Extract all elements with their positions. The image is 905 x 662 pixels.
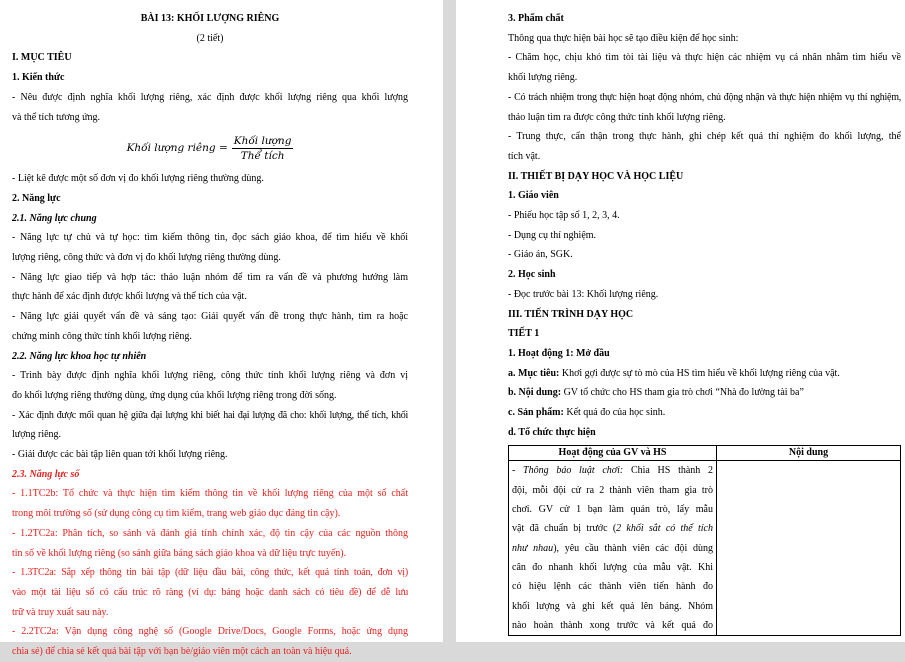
heading-to-chuc: d. Tổ chức thực hiện xyxy=(508,426,596,438)
nang-luc-so-line: - 1.1TC2b: Tổ chức và thực hiện tìm kiếm thông tin về khối lượng riêng của một số chất xyxy=(12,488,408,500)
activity-text: Chia HS thành 2 xyxy=(630,465,714,477)
nang-luc-so-line: trữ và truy xuất sau này. xyxy=(12,606,109,618)
activity-line: đội, mỗi đội cử ra 2 thành viên tham gia trò xyxy=(512,484,713,496)
giao-vien-item: - Giáo án, SGK. xyxy=(508,249,573,261)
formula-fraction xyxy=(232,135,294,162)
muc-tieu-line xyxy=(508,364,901,384)
noi-dung-text: GV tổ chức cho HS tham gia trò chơi “Nhà đo lường tài ba” xyxy=(563,387,804,399)
heading-nang-luc-so: 2.3. Năng lực số xyxy=(12,468,80,480)
khtn-line: - Xác định được mối quan hệ giữa đại lượng khi biết hai đại lượng đã cho: khối lượng, thể tích, khối xyxy=(12,409,408,421)
heading-giao-vien: 1. Giáo viên xyxy=(508,190,559,202)
activity-line: khối lượng và ghi kết quả lên bảng. Nhóm xyxy=(512,600,713,612)
nang-luc-so-line: - 2.2TC2a: Vận dụng công nghệ số (Google Drive/Docs, Google Forms, hoặc ứng dụng xyxy=(12,626,408,638)
noi-dung-label: b. Nội dung: xyxy=(508,387,562,399)
lesson-subtitle: (2 tiết) xyxy=(196,32,224,44)
khtn-line: lượng riêng. xyxy=(12,429,62,441)
khtn-line: - Giải được các bài tập liên quan tới khối lượng riêng. xyxy=(12,449,228,461)
muc-tieu-text: Khơi gợi được sự tò mò của HS tìm hiểu về khối lượng riêng của vật. xyxy=(561,367,840,379)
pham-chat-line: thảo luận tìm ra được công thức tính khối lượng riêng. xyxy=(508,111,726,123)
table-header-content: Nội dung xyxy=(717,446,901,461)
khtn-line: - Trình bày được định nghĩa khối lượng riêng, công thức tính khối lượng riêng và đơn vị xyxy=(12,370,408,382)
activity-text: ), yêu cầu thành viên các đội dùng xyxy=(553,542,713,554)
pham-chat-line: - Có trách nhiệm trong thực hiện hoạt động nhóm, chủ động nhận và thực hiện nhiệm vụ thí nghiệm, xyxy=(508,91,901,103)
san-pham-line xyxy=(508,403,901,423)
heading-nang-luc-khtn: 2.2. Năng lực khoa học tự nhiên xyxy=(12,350,147,362)
heading-pham-chat: 3. Phẩm chất xyxy=(508,13,564,24)
table-cell-content xyxy=(717,461,901,636)
table-row xyxy=(509,461,901,636)
activity-text: vật đã chuẩn bị trước ( xyxy=(512,523,617,535)
activity-line: nào hoàn thành xong trước và kết quả đo xyxy=(512,619,713,631)
nang-luc-line: thực hành để xác định được khối lượng và thể tích của vật. xyxy=(12,291,247,303)
heading-nang-luc: 2. Năng lực xyxy=(12,192,61,204)
giao-vien-item: - Dụng cụ thí nghiệm. xyxy=(508,229,597,241)
pham-chat-line: khối lượng riêng. xyxy=(508,72,578,84)
nang-luc-line: chứng minh công thức tính khối lượng riêng. xyxy=(12,330,192,342)
table-header-row xyxy=(509,446,901,461)
page-right-content xyxy=(508,9,901,636)
activity-lead: - Thông báo luật chơi: xyxy=(512,465,624,477)
noi-dung-line xyxy=(508,383,901,403)
nang-luc-so-line: vào một tài liệu số có cấu trúc rõ ràng (ví dụ: bảng hoặc danh sách có tiêu đề) để dễ lưu xyxy=(12,586,408,598)
kien-thuc-line: và thể tích tương ứng. xyxy=(12,111,101,123)
activity-line: có hiệu lệnh các thành viên tiến hành đo xyxy=(512,581,713,593)
pham-chat-line: - Chăm học, chịu khó tìm tòi tài liệu và thực hiện các nhiệm vụ cá nhân nhằm tìm hiểu về xyxy=(508,52,901,64)
khtn-line: đo khối lượng riêng thường dùng, ứng dụng của khối lượng riêng trong đời sống. xyxy=(12,389,337,401)
kien-thuc-line: - Nêu được định nghĩa khối lượng riêng, xác định được khối lượng riêng qua khối lượng xyxy=(12,91,408,103)
heading-kien-thuc: 1. Kiến thức xyxy=(12,72,65,84)
table-cell-activity xyxy=(509,461,717,636)
san-pham-text: Kết quả đo của học sinh. xyxy=(566,407,666,419)
formula-numerator: Khối lượng xyxy=(233,134,292,147)
activity-line xyxy=(512,539,713,558)
formula-lhs: Khối lượng riêng = xyxy=(126,142,228,155)
san-pham-label: c. Sản phẩm: xyxy=(508,407,564,419)
heading-nang-luc-chung: 2.1. Năng lực chung xyxy=(12,212,97,224)
document-page-right xyxy=(456,0,905,642)
nang-luc-line: - Năng lực tự chủ và tự học: tìm kiếm thông tin, đọc sách giáo khoa, để tìm hiểu về khối xyxy=(12,232,408,244)
hoc-sinh-item: - Đọc trước bài 13: Khối lượng riêng. xyxy=(508,288,659,300)
activity-italic: 2 khối sắt có thể tích xyxy=(616,523,713,535)
density-formula xyxy=(12,127,408,169)
lesson-title: BÀI 13: KHỐI LƯỢNG RIÊNG xyxy=(140,13,280,24)
activity-italic: như nhau xyxy=(512,542,554,554)
nang-luc-so-line: tin số về khối lượng riêng (so sánh giữa bảng sách giáo khoa và dữ liệu trực tuyến). xyxy=(12,547,347,559)
heading-tiet: TIẾT 1 xyxy=(508,328,540,340)
table-header-activity: Hoạt động của GV và HS xyxy=(509,446,717,461)
nang-luc-so-line: chia sẻ) để chia sẻ kết quả bài tập với bạn bè/giáo viên một cách an toàn và hiệu quả. xyxy=(12,646,352,658)
pham-chat-line: - Trung thực, cẩn thận trong thực hành, ghi chép kết quả thí nghiệm đo khối lượng, thể xyxy=(508,131,901,143)
giao-vien-item: - Phiếu học tập số 1, 2, 3, 4. xyxy=(508,210,620,222)
muc-tieu-label: a. Mục tiêu: xyxy=(508,367,560,379)
heading-hoc-sinh: 2. Học sinh xyxy=(508,269,556,281)
page-left-content xyxy=(12,9,408,662)
activity-line xyxy=(512,461,713,480)
activity-line: chơi. GV cử 1 bạn làm quản trò, lấy mẫu xyxy=(512,504,713,516)
document-page-left xyxy=(0,0,443,658)
activity-table xyxy=(508,445,901,636)
formula-denominator: Thể tích xyxy=(240,149,285,162)
heading-hoat-dong-1: 1. Hoạt động 1: Mở đầu xyxy=(508,347,610,359)
heading-muc-tieu: I. MỤC TIÊU xyxy=(12,52,72,64)
heading-tien-trinh: III. TIẾN TRÌNH DẠY HỌC xyxy=(508,308,634,320)
nang-luc-so-line: - 1.2TC2a: Phân tích, so sánh và đánh giá tính chính xác, độ tin cậy của các nguồn thông xyxy=(12,527,408,539)
nang-luc-line: lượng riêng, công thức và đơn vị đo khối lượng riêng thường dùng. xyxy=(12,252,281,264)
kien-thuc-line: - Liệt kê được một số đơn vị đo khối lượng riêng thường dùng. xyxy=(12,173,264,185)
activity-line: cân đo nhanh khối lượng của mẫu vật. Khi xyxy=(512,561,713,573)
nang-luc-line: - Năng lực giao tiếp và hợp tác: thảo luận nhóm để tìm ra vấn đề và phương hướng làm xyxy=(12,271,408,283)
pham-chat-intro: Thông qua thực hiện bài học sẽ tạo điều kiện để học sinh: xyxy=(508,32,739,44)
nang-luc-so-line: trong môi trường số (sử dụng công cụ tìm kiếm, trang web giáo dục đáng tin cậy). xyxy=(12,508,341,520)
pham-chat-line: tích vật. xyxy=(508,150,541,162)
nang-luc-line: - Năng lực giải quyết vấn đề và sáng tạo: Giải quyết vấn đề trong thực hành, tìm ra hoặc xyxy=(12,311,408,323)
heading-thiet-bi: II. THIẾT BỊ DẠY HỌC VÀ HỌC LIỆU xyxy=(508,170,684,182)
activity-line xyxy=(512,519,713,538)
nang-luc-so-line: - 1.3TC2a: Sắp xếp thông tin bài tập (dữ liệu đầu bài, công thức, kết quả tính toán, đơn vị) xyxy=(12,567,408,579)
